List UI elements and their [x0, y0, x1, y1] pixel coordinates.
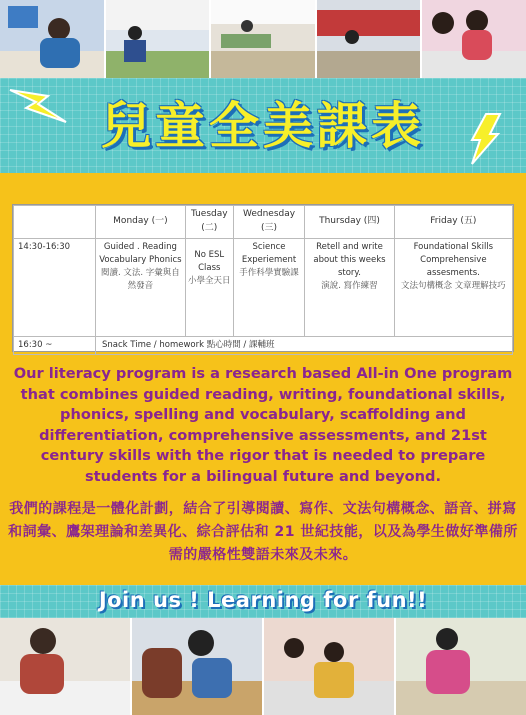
wednesday-en: Science Experiement — [241, 241, 297, 266]
classroom-photo-5 — [422, 0, 526, 78]
classroom-photo-1 — [0, 0, 104, 78]
header-wednesday: Wednesday (三) — [233, 206, 304, 239]
wednesday-cell — [233, 238, 304, 336]
classroom-photo-6 — [0, 618, 130, 715]
snack-time-cell: 16:30 ~ — [14, 336, 96, 354]
schedule-row-snack — [14, 336, 513, 354]
monday-zh: 閱讀. 文法. 字彙與自然發音 — [100, 268, 180, 292]
header-tuesday: Tuesday (二) — [185, 206, 233, 239]
schedule-row-main — [14, 238, 513, 336]
schedule-header-row — [14, 206, 513, 239]
join-us-text: Join us ! Learning for fun!! — [98, 588, 428, 612]
top-photo-strip — [0, 0, 526, 78]
bottom-photo-strip — [0, 618, 526, 715]
classroom-photo-3 — [211, 0, 315, 78]
thursday-en: Retell and write about this weeks story. — [313, 241, 386, 279]
program-description-zh: 我們的課程是一體化計劃，結合了引導閱讀、寫作、文法句構概念、語音、拼寫和詞彙、鷹架理論和差異化、綜合評估和 21 世紀技能，以及為學生做好準備所需的嚴格性雙語未來及未來。 — [8, 501, 518, 563]
schedule-table — [12, 204, 514, 352]
friday-cell — [394, 238, 512, 336]
classroom-photo-7 — [132, 618, 262, 715]
thursday-cell — [305, 238, 394, 336]
header-friday: Friday (五) — [394, 206, 512, 239]
friday-zh: 文法句構概念 文章理解技巧 — [400, 281, 506, 292]
header-monday: Monday (一) — [96, 206, 186, 239]
header-time — [14, 206, 96, 239]
classroom-photo-4 — [317, 0, 421, 78]
monday-cell — [96, 238, 186, 336]
snack-cell: Snack Time / homework 點心時間 / 課輔班 — [96, 336, 513, 354]
header-thursday: Thursday (四) — [305, 206, 394, 239]
classroom-photo-8 — [264, 618, 394, 715]
page-title: 兒童全美課表 — [101, 97, 425, 155]
classroom-photo-9 — [396, 618, 526, 715]
wednesday-zh: 手作科學實驗課 — [239, 268, 299, 279]
thursday-zh: 演說. 寫作練習 — [321, 281, 378, 292]
classroom-photo-2 — [106, 0, 210, 78]
program-description-en: Our literacy program is a research based All-in One program that combines guided reading, writing, foundational skills, phonics, spelling and vocabulary, scaffolding and differentiation, comprehensive assessments, and 21st century skills with the rigor that is needed to prepare students for a bilingual future and beyond. — [13, 365, 513, 485]
friday-en: Foundational Skills Comprehensive assesments. — [413, 241, 494, 279]
time-cell: 14:30-16:30 — [14, 238, 96, 336]
tuesday-en: No ESL Class — [194, 249, 225, 274]
tuesday-zh: 小學全天日 — [188, 276, 231, 287]
tuesday-cell — [185, 238, 233, 336]
monday-en: Guided . Reading Vocabulary Phonics — [99, 241, 182, 266]
